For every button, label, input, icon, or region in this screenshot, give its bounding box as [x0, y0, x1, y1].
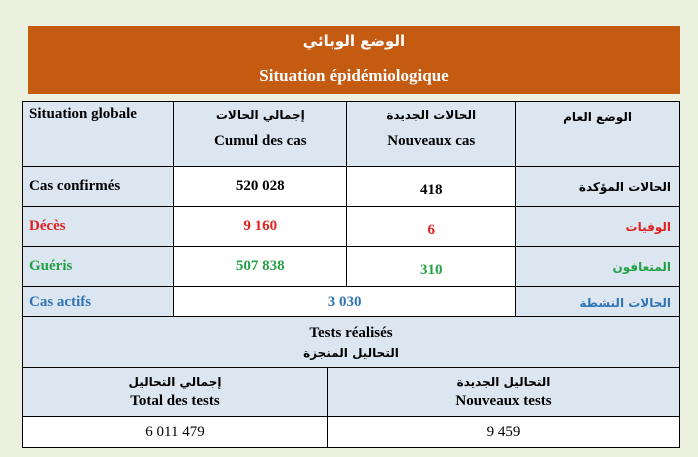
row-label-ar: الوفيات: [516, 207, 680, 247]
row-label-fr: Décès: [23, 207, 174, 247]
new-tests-ar: التحاليل الجديدة: [456, 374, 551, 389]
situation-table: [22, 101, 680, 319]
tests-table: [22, 316, 680, 448]
table-row: [23, 287, 680, 319]
row-label-fr: Cas confirmés: [23, 167, 174, 207]
active-label-fr: Cas actifs: [23, 287, 174, 319]
row-new-value: 418: [347, 167, 516, 207]
banner-title-ar: الوضع الوبائي: [302, 32, 406, 50]
total-tests-value: 6 011 479: [23, 417, 328, 448]
new-tests-value: 9 459: [328, 417, 680, 448]
table-row: [23, 247, 680, 287]
header-situation-ar: الوضع العام: [516, 102, 680, 167]
new-tests-header: [328, 368, 680, 417]
row-cumul-value: 507 838: [174, 247, 347, 287]
row-cumul-value: 9 160: [174, 207, 347, 247]
total-tests-fr: Total des tests: [130, 392, 220, 409]
total-tests-header: [23, 368, 328, 417]
tests-title-fr: Tests réalisés: [309, 324, 393, 341]
table-row: [23, 207, 680, 247]
tests-values-row: [23, 417, 680, 448]
active-value: 3 030: [174, 287, 516, 319]
row-label-fr: Guéris: [23, 247, 174, 287]
row-cumul-value: 520 028: [174, 167, 347, 207]
tests-title: [23, 317, 680, 368]
header-banner: [28, 26, 680, 94]
active-label-ar: الحالات النشطة: [516, 287, 680, 319]
banner-title-fr: Situation épidémiologique: [259, 66, 449, 85]
row-label-ar: المتعافون: [516, 247, 680, 287]
row-label-ar: الحالات المؤكدة: [516, 167, 680, 207]
header-cumul: [174, 102, 347, 167]
tests-title-row: [23, 317, 680, 368]
row-new-value: 6: [347, 207, 516, 247]
total-tests-ar: إجمالي التحاليل: [128, 374, 222, 389]
tests-header-row: [23, 368, 680, 417]
header-cumul-ar: إجمالي الحالات: [215, 108, 305, 122]
situation-header-row: [23, 102, 680, 167]
tests-title-ar: التحاليل المنجزة: [303, 345, 399, 360]
header-cumul-fr: Cumul des cas: [214, 133, 307, 149]
header-nouveaux-ar: الحالات الجديدة: [386, 108, 477, 122]
header-situation-globale: Situation globale: [23, 102, 174, 167]
header-nouveaux-fr: Nouveaux cas: [387, 133, 476, 149]
new-tests-fr: Nouveaux tests: [455, 392, 552, 409]
row-new-value: 310: [347, 247, 516, 287]
table-row: [23, 167, 680, 207]
header-nouveaux: [347, 102, 516, 167]
